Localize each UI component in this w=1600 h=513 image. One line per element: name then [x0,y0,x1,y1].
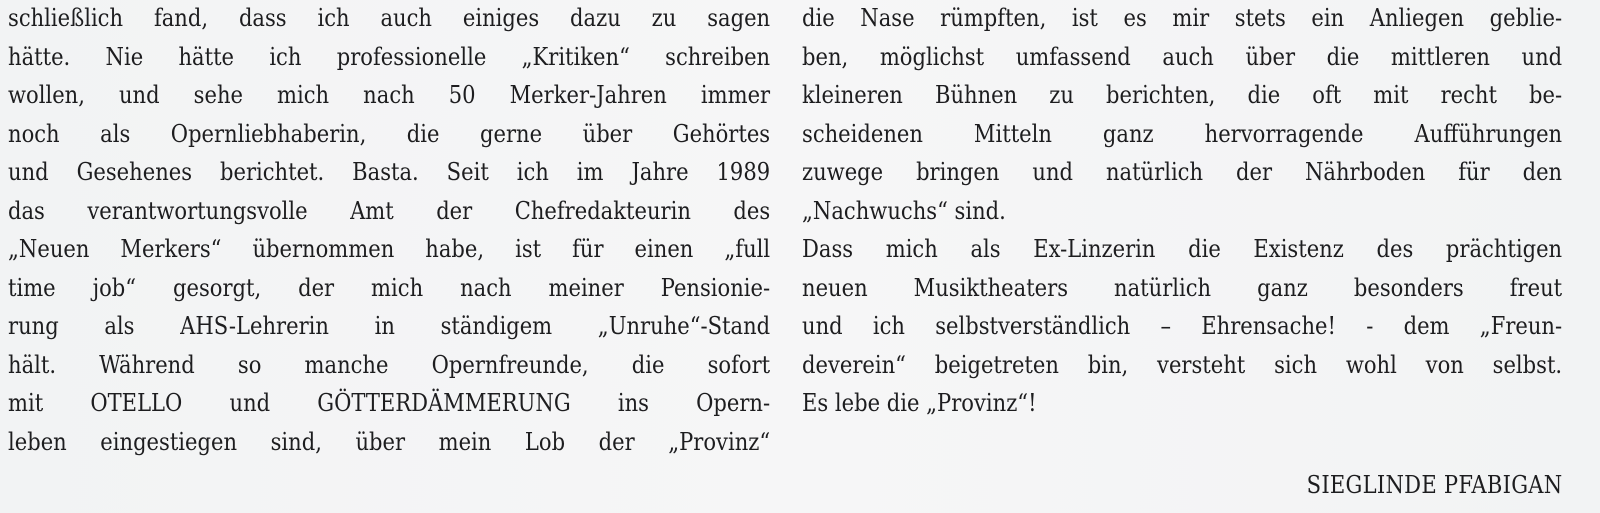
text-line: rung als AHS-Lehrerin in ständigem „Unruhe“-Stand [8,311,771,340]
text-line: hätte. Nie hätte ich professionelle „Kritiken“ schreiben [8,41,771,71]
text-line: die Nase rümpften, ist es mir stets ein Anliegen geblie- [802,3,1563,32]
text-line: Dass mich als Ex-Linzerin die Existenz des prächtigen [802,234,1563,263]
text-line: Es lebe die „Provinz“! [802,388,1037,417]
text-line: hält. Während so manche Opernfreunde, die sofort [8,349,771,379]
text-line: scheidenen Mitteln ganz hervorragende Aufführungen [802,118,1563,148]
text-line: neuen Musiktheaters natürlich ganz besonders freut [802,272,1563,302]
text-line: das verantwortungsvolle Amt der Chefredakteurin des [8,195,771,225]
text-line: ben, möglichst umfassend auch über die mittleren und [802,41,1563,71]
text-line: schließlich fand, dass ich auch einiges dazu zu sagen [8,3,771,32]
text-line: deverein“ beigetreten bin, versteht sich wohl von selbst. [802,349,1563,379]
text-line: „Neuen Merkers“ übernommen habe, ist für einen „full [8,234,771,263]
text-line: time job“ gesorgt, der mich nach meiner Pensionie- [8,272,771,302]
text-line: und Gesehenes berichtet. Basta. Seit ich im Jahre 1989 [8,157,771,186]
text-line: zuwege bringen und natürlich der Nährboden für den [802,157,1563,186]
text-line: kleineren Bühnen zu berichten, die oft mit recht be- [802,80,1563,109]
author-signature: SIEGLINDE PFABIGAN [1306,470,1562,499]
text-line: wollen, und sehe mich nach 50 Merker-Jahren immer [8,80,771,109]
text-line: und ich selbstverständlich – Ehrensache! - dem „Freun- [802,311,1563,340]
text-line: leben eingestiegen sind, über mein Lob der „Provinz“ [8,426,771,456]
text-line: noch als Opernliebhaberin, die gerne über Gehörtes [8,118,771,148]
text-line: „Nachwuchs“ sind. [802,195,1006,225]
text-line: mit OTELLO und GÖTTERDÄMMERUNG ins Opern- [8,388,771,417]
